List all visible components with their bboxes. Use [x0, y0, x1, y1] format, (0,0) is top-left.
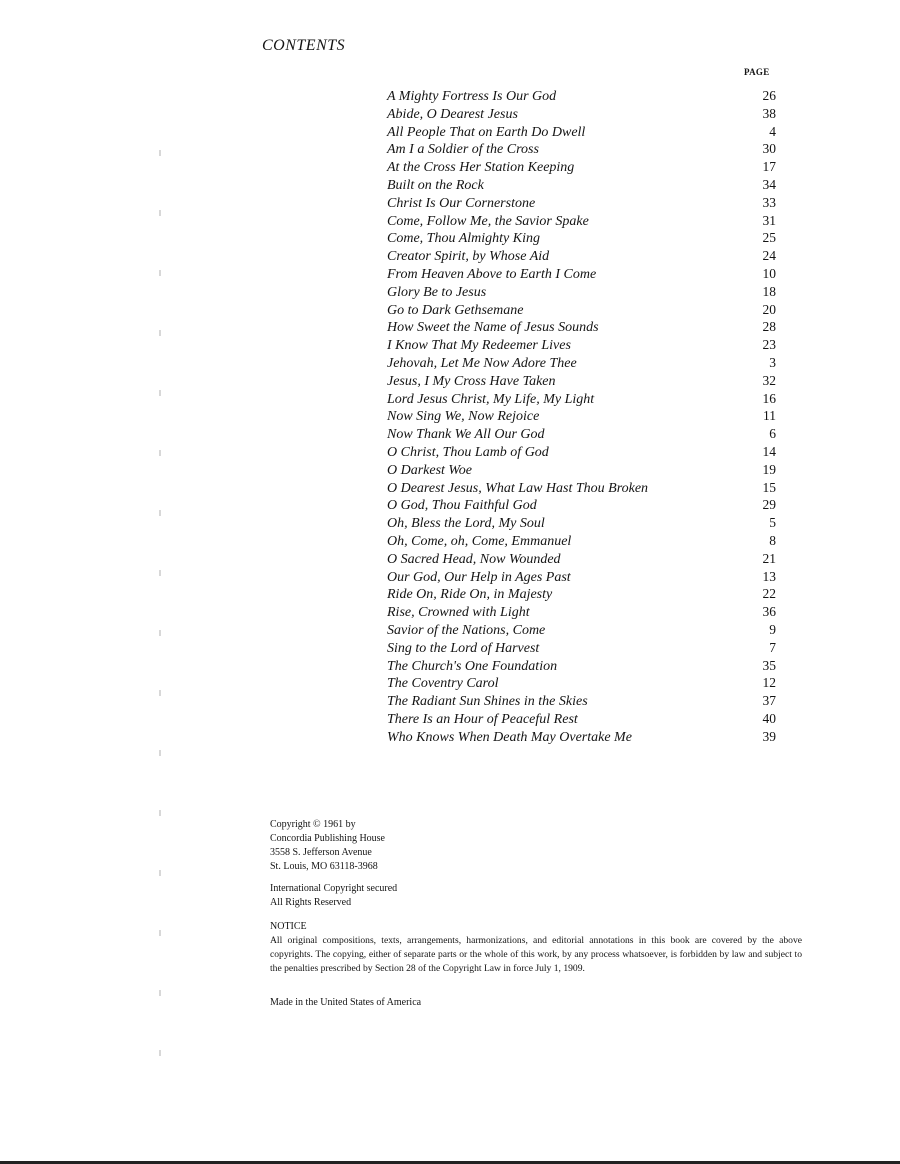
toc-entry: [387, 603, 776, 621]
toc-entry-title: Our God, Our Help in Ages Past: [387, 569, 571, 585]
notice-body: All original compositions, texts, arrangements, harmonizations, and editorial annotations in this book are covered by the above copyrights. The copying, either of separate parts or the whole of this work, by any process whatsoever, is forbidden by law and subject to the penalties prescribed by Section 28 of the Copyright Law in force July 1, 1909.: [270, 935, 802, 974]
toc-entry-title: Come, Thou Almighty King: [387, 231, 540, 247]
toc-entry: [387, 194, 776, 212]
toc-entry: [387, 443, 776, 461]
toc-entry-title: Now Sing We, Now Rejoice: [387, 409, 540, 425]
toc-entry: [387, 229, 776, 247]
toc-entry-title: A Mighty Fortress Is Our God: [387, 89, 557, 104]
toc-entry-page-number: 21: [762, 550, 776, 566]
toc-entry: [387, 550, 776, 568]
scan-margin-marks: [159, 150, 161, 1070]
toc-entry-page-number: 14: [762, 443, 776, 459]
toc-entry-page-number: 30: [762, 141, 776, 157]
toc-entry-title: O Dearest Jesus, What Law Hast Thou Broken: [387, 480, 649, 496]
toc-entry-title: There Is an Hour of Peaceful Rest: [387, 711, 578, 727]
toc-entry: [387, 728, 776, 746]
toc-entry: [387, 639, 776, 657]
toc-entry: [387, 479, 776, 497]
toc-entry-page-number: 12: [762, 675, 776, 691]
toc-entry-title: Lord Jesus Christ, My Life, My Light: [387, 391, 595, 407]
toc-entry-title: Oh, Come, oh, Come, Emmanuel: [387, 533, 572, 549]
toc-entry-page-number: 18: [762, 283, 776, 299]
toc-entry-title: Creator Spirit, by Whose Aid: [387, 249, 550, 265]
toc-entry-page-number: 33: [762, 194, 776, 210]
toc-entry: [387, 301, 776, 319]
toc-entry-title: At the Cross Her Station Keeping: [387, 160, 575, 176]
toc-entry-title: I Know That My Redeemer Lives: [387, 338, 571, 354]
toc-entry-title: The Coventry Carol: [387, 676, 499, 692]
toc-entry-title: O God, Thou Faithful God: [387, 498, 537, 514]
toc-entry: [387, 318, 776, 336]
toc-entry-page-number: 38: [762, 105, 776, 121]
toc-entry-page-number: 16: [762, 390, 776, 406]
toc-entry: [387, 176, 776, 194]
toc-entry-page-number: 23: [762, 337, 776, 353]
toc-entry: [387, 621, 776, 639]
copyright-line: Copyright © 1961 by: [270, 819, 356, 830]
toc-entry-title: Jesus, I My Cross Have Taken: [387, 373, 556, 389]
toc-entry: [387, 390, 776, 408]
toc-entry: [387, 372, 776, 390]
toc-entry-title: From Heaven Above to Earth I Come: [387, 266, 597, 282]
toc-entry-page-number: 8: [769, 532, 776, 548]
contents-title: CONTENTS: [262, 37, 346, 54]
toc-entry-page-number: 24: [762, 248, 776, 264]
toc-entry-page-number: 10: [762, 265, 776, 281]
toc-entry: [387, 657, 776, 675]
toc-entry-title: All People That on Earth Do Dwell: [387, 124, 586, 140]
toc-entry-page-number: 25: [762, 230, 776, 246]
publisher-city: St. Louis, MO 63118-3968: [270, 861, 378, 872]
toc-entry: [387, 568, 776, 586]
publisher-name: Concordia Publishing House: [270, 833, 385, 844]
toc-entry-page-number: 3: [769, 354, 776, 370]
toc-entry-title: The Church's One Foundation: [387, 658, 558, 674]
toc-entry: [387, 212, 776, 230]
toc-entry-page-number: 26: [762, 88, 776, 103]
toc-entry-page-number: 7: [769, 639, 776, 655]
toc-entry-page-number: 15: [762, 479, 776, 495]
toc-entry: [387, 336, 776, 354]
toc-entry-page-number: 31: [762, 212, 776, 228]
toc-entry-title: Now Thank We All Our God: [387, 427, 545, 443]
toc-entry-title: Jehovah, Let Me Now Adore Thee: [387, 355, 577, 371]
publisher-street: 3558 S. Jefferson Avenue: [270, 847, 372, 858]
toc-entry-page-number: 37: [762, 693, 776, 709]
toc-entry-page-number: 17: [762, 159, 776, 175]
international-copyright: International Copyright secured: [270, 883, 398, 894]
toc-entry-page-number: 13: [762, 568, 776, 584]
toc-entry-title: Go to Dark Gethsemane: [387, 302, 524, 318]
toc-entry-page-number: 4: [769, 123, 776, 139]
toc-entry-page-number: 6: [769, 426, 776, 442]
toc-entry-title: How Sweet the Name of Jesus Sounds: [387, 320, 599, 336]
toc-entry-title: Am I a Soldier of the Cross: [387, 142, 539, 158]
toc-entry-title: Rise, Crowned with Light: [387, 605, 530, 621]
toc-entry-title: The Radiant Sun Shines in the Skies: [387, 694, 588, 710]
toc-entry-page-number: 39: [762, 728, 776, 744]
toc-entry: [387, 532, 776, 550]
notice-heading: NOTICE: [270, 921, 307, 932]
toc-entry-title: Christ Is Our Cornerstone: [387, 195, 536, 211]
toc-entry: [387, 674, 776, 692]
toc-entry: [387, 496, 776, 514]
toc-entry-title: Oh, Bless the Lord, My Soul: [387, 516, 545, 532]
toc-entry-title: Ride On, Ride On, in Majesty: [387, 587, 553, 603]
all-rights-reserved: All Rights Reserved: [270, 897, 352, 908]
toc-entry-page-number: 11: [763, 408, 776, 424]
toc-entry: [387, 461, 776, 479]
made-in-line: Made in the United States of America: [270, 997, 422, 1008]
toc-entry-title: O Darkest Woe: [387, 462, 473, 478]
toc-entry-title: Come, Follow Me, the Savior Spake: [387, 213, 589, 229]
toc-entry: [387, 105, 776, 123]
toc-entry-page-number: 29: [762, 497, 776, 513]
table-of-contents: [387, 87, 776, 745]
toc-entry: [387, 514, 776, 532]
toc-entry-title: Built on the Rock: [387, 177, 484, 193]
toc-entry-title: Abide, O Dearest Jesus: [387, 106, 518, 122]
toc-entry: [387, 140, 776, 158]
toc-entry-page-number: 20: [762, 301, 776, 317]
toc-entry-title: Glory Be to Jesus: [387, 284, 487, 300]
toc-entry-title: Savior of the Nations, Come: [387, 622, 546, 638]
toc-entry-title: Sing to the Lord of Harvest: [387, 640, 540, 656]
toc-entry: [387, 123, 776, 141]
toc-entry-page-number: 9: [769, 621, 776, 637]
rights-block: [270, 882, 802, 910]
toc-entry-page-number: 34: [762, 176, 776, 192]
page-column-header: PAGE: [744, 67, 770, 77]
toc-entry: [387, 710, 776, 728]
toc-entry-page-number: 32: [762, 372, 776, 388]
toc-entry: [387, 692, 776, 710]
toc-entry-page-number: 22: [762, 586, 776, 602]
toc-entry-title: O Christ, Thou Lamb of God: [387, 444, 549, 460]
toc-entry-page-number: 36: [762, 604, 776, 620]
toc-entry: [387, 283, 776, 301]
toc-entry-title: O Sacred Head, Now Wounded: [387, 551, 561, 567]
toc-entry-page-number: 35: [762, 657, 776, 673]
toc-entry-page-number: 5: [769, 515, 776, 531]
toc-entry: [387, 247, 776, 265]
toc-entry-page-number: 28: [762, 319, 776, 335]
toc-entry: [387, 265, 776, 283]
toc-entry: [387, 425, 776, 443]
toc-entry-page-number: 19: [762, 461, 776, 477]
toc-entry: [387, 354, 776, 372]
toc-entry: [387, 407, 776, 425]
toc-entry: [387, 87, 776, 105]
toc-entry-page-number: 40: [762, 710, 776, 726]
toc-entry: [387, 158, 776, 176]
toc-entry-title: Who Knows When Death May Overtake Me: [387, 729, 632, 745]
copyright-block: [270, 818, 802, 874]
toc-entry: [387, 585, 776, 603]
